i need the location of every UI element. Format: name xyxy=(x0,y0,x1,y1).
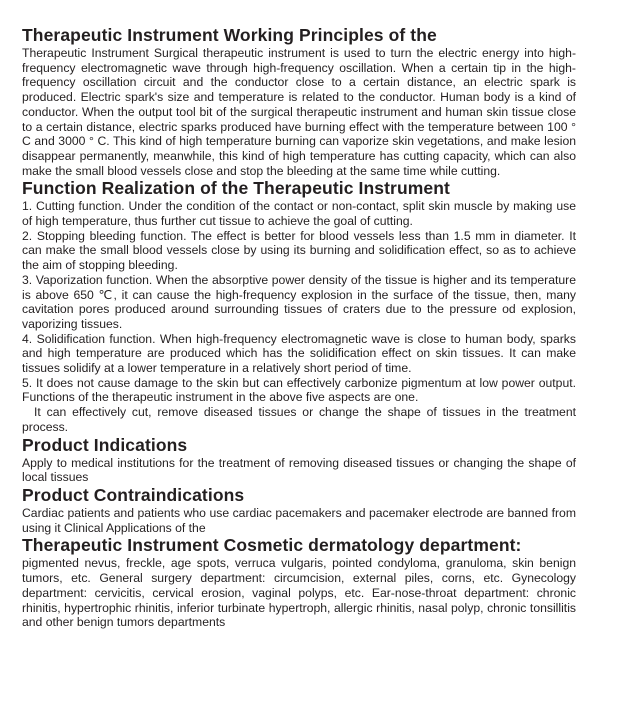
function-item-cutting: 1. Cutting function. Under the condition of the contact or non-contact, split skin muscle by making use of high temperature, thus further cut tissue to achieve the goal of cutting. xyxy=(22,199,576,229)
paragraph-working-principles: Therapeutic Instrument Surgical therapeutic instrument is used to turn the electric energy into high-frequency electromagnetic wave through high-frequency oscillation. When a certain tip in the high-frequency oscillation circuit and the conductor close to a certain distance, an electric spark is produced. Electric spark's size and temperature is related to the conductor. Human body is a kind of conductor. When the output tool bit of the surgical therapeutic instrument and human skin tissue close to a certain distance, electric sparks produced have burning effect with the temperature between 100 ° C and 3000 ° C. This kind of high temperature burning can vaporize skin vegetations, and make lesion disappear permanently, meanwhile, this kind of high temperature has cutting capacity, which can also make the small blood vessels close and stop the bleeding at the same time while cutting. xyxy=(22,46,576,178)
heading-function-realization: Function Realization of the Therapeutic Instrument xyxy=(22,178,450,199)
function-item-solidification: 4. Solidification function. When high-frequency electromagnetic wave is close to human body, sparks and high temperature are produced which has the solidification effect on skin tissues. It can make tissues solidify at a lower temperature in a relatively short period of time. xyxy=(22,331,576,376)
function-item-vaporization: 3. Vaporization function. When the absorptive power density of the tissue is higher and its temperature is above 650 ℃, it can cause the high-frequency explosion in the surface of the tissue, then, many cavitation pores produced around surrounding tissues of craters due to the pressure od explosion, vaporizing tissues. xyxy=(22,272,576,331)
function-item-carbonize: 5. It does not cause damage to the skin but can effectively carbonize pigmentum at low power output. Functions of the therapeutic instrument in the above five aspects are one. xyxy=(22,375,576,405)
document-page xyxy=(22,25,576,630)
heading-product-indications: Product Indications xyxy=(22,434,188,455)
paragraph-product-indications: Apply to medical institutions for the treatment of removing diseased tissues or changing the shape of local tissues xyxy=(22,455,576,485)
paragraph-clinical-applications: pigmented nevus, freckle, age spots, verruca vulgaris, pointed condyloma, granuloma, skin benign tumors, etc. General surgery department: circumcision, external piles, corns, etc. Gynecology department: cervicitis, cervical erosion, vaginal polyps, etc. Ear-nose-throat department: chronic rhinitis, hypertrophic rhinitis, inferior turbinate hypertroph, allergic rhinitis, nasal polyp, chronic tonsillitis and other benign tumors departments xyxy=(22,556,576,630)
function-summary: It can effectively cut, remove diseased tissues or change the shape of tissues in the treatment process. xyxy=(22,405,576,434)
paragraph-product-contraindications: Cardiac patients and patients who use cardiac pacemakers and pacemaker electrode are banned from using it Clinical Applications of the xyxy=(22,505,576,535)
heading-product-contraindications: Product Contraindications xyxy=(22,484,245,505)
heading-working-principles: Therapeutic Instrument Working Principles of the xyxy=(22,25,437,45)
heading-clinical-applications: Therapeutic Instrument Cosmetic dermatology department: xyxy=(22,535,522,556)
function-item-stopping-bleeding: 2. Stopping bleeding function. The effect is better for blood vessels less than 1.5 mm in diameter. It can make the small blood vessels close by using its burning and solidification effect, so as to achieve the aim of stopping bleeding. xyxy=(22,228,576,273)
